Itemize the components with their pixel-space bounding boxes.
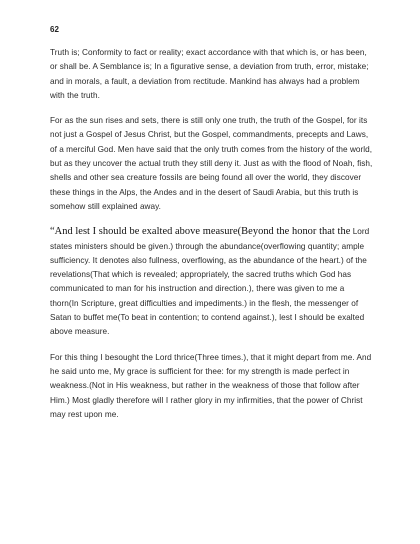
page-body	[50, 46, 375, 434]
paragraph-grace-sufficient: For this thing I besought the Lord thrice(Three times.), that it might depart from me. And he said unto me, My grace is sufficient for thee: for my strength is made perfect in weakness.(Not in His weakness, but rather in the weakness of those that follow after Him.) Most gladly therefore will I rather glory in my infirmities, that the power of Christ may rest upon me.	[50, 352, 372, 419]
quote-lead: “And lest I should be exalted above measure(Beyond the honor that the	[50, 226, 351, 238]
paragraph-one-truth: For as the sun rises and sets, there is still only one truth, the truth of the Gospel, for its not just a Gospel of Jesus Christ, but the Gospel, commandments, precepts and Laws, of a merciful God. Men have said that the only truth comes from the history of the world, but as they uncover the actual truth they still deny it. Just as with the flood of Noah, fish, shells and other sea creature fossils are being found all over the world, they discover these things in the Alps, the Andes and in the desert of Saudi Arabia, but this truth is somehow still explained away.	[50, 116, 373, 211]
paragraph-truth-definition: Truth is; Conformity to fact or reality; exact accordance with that which is, or has been, or shall be. A Semblance is; In a figurative sense, a deviation from truth, error, mistake; and in morals, a fault, a deviation from rectitude. Mankind has always had a problem with the truth.	[50, 48, 369, 100]
paragraph-scripture-quote	[50, 225, 375, 339]
quote-rest: Lord states ministers should be given.) through the abundance(overflowing quantity; ample sufficiency. It denotes also fullness, overflowing, as the abundance of the heart.) of the revelations(That which is revealed; appropriately, the sacred truths which God has communicated to man for his instruction and direction.), there was given to me a thorn(In Scripture, great difficulties and impediments.) in the flesh, the messenger of Satan to buffet me(To beat in contention; to contend against.), lest I should be exalted above measure.	[50, 227, 370, 337]
page-number: 62	[50, 25, 59, 34]
